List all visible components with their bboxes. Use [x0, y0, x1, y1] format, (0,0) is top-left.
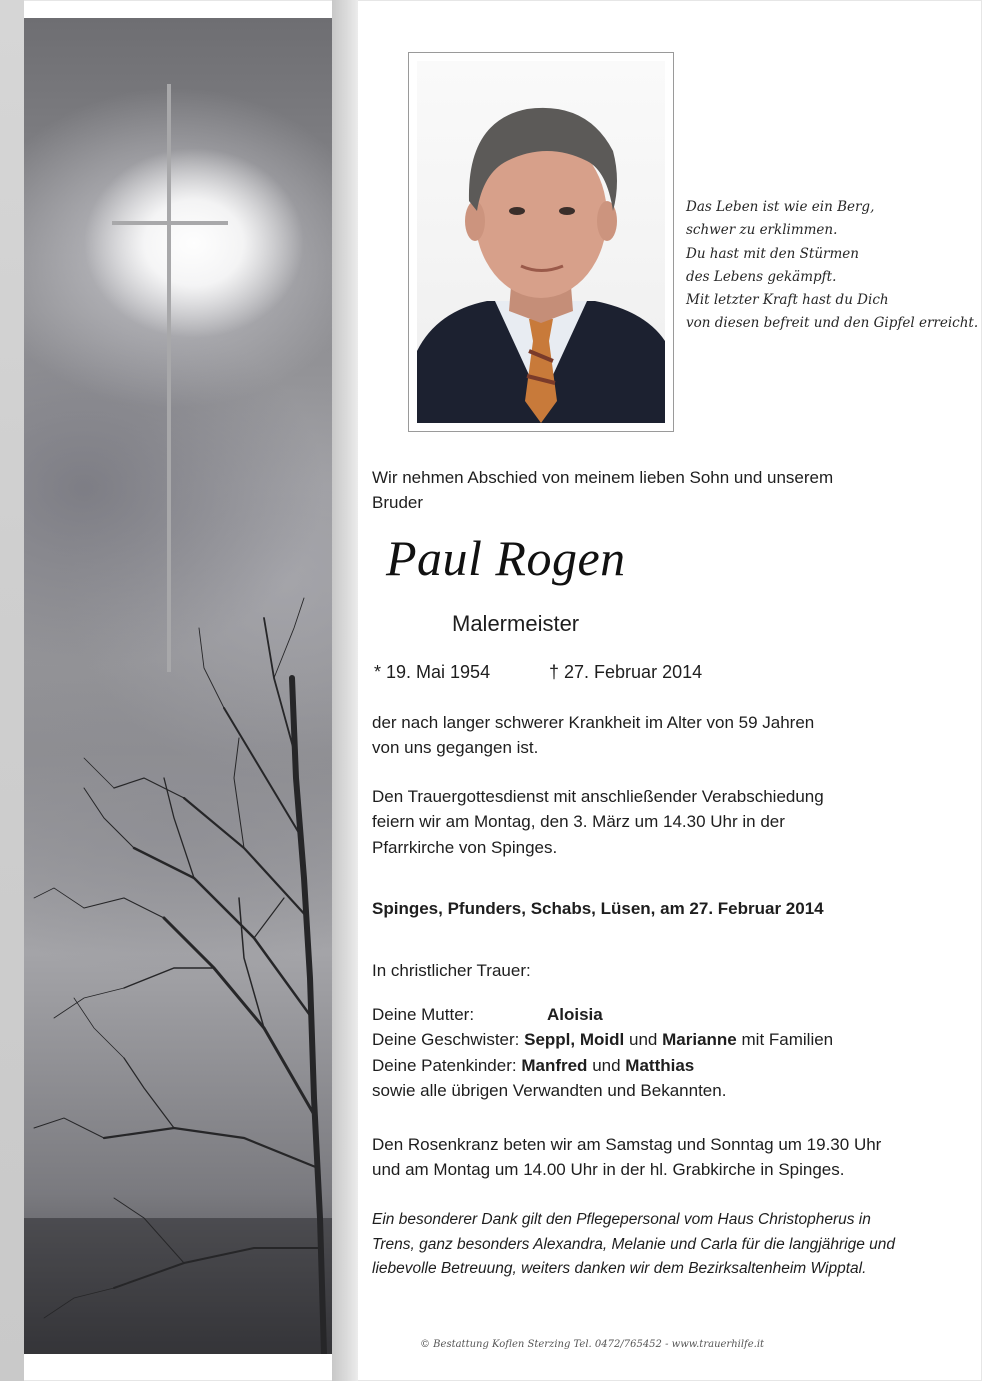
rosary-line: und am Montag um 14.00 Uhr in der hl. Grabkirche in Spinges. [372, 1160, 845, 1180]
rosary-text [372, 1132, 881, 1183]
godchildren-row [372, 1053, 833, 1078]
cross-icon [112, 84, 228, 672]
sibling-separator: , [570, 1030, 576, 1050]
intro-line: Wir nehmen Abschied von meinem lieben Sohn und unserem [372, 468, 834, 487]
mother-row [372, 1002, 833, 1027]
conjunction: und [629, 1030, 658, 1050]
godchildren-label: Deine Patenkinder: [372, 1055, 517, 1075]
birth-date: * 19. Mai 1954 [374, 662, 491, 682]
godchild-name: Manfred [521, 1055, 588, 1075]
left-gutter [0, 0, 24, 1381]
sibling-name: Marianne [662, 1030, 737, 1050]
quote-line: schwer zu erklimmen. [686, 222, 838, 239]
deceased-profession: Malermeister [452, 611, 580, 636]
thanks-line: Trens, ganz besonders Alexandra, Melanie und Carla für die langjährige und [372, 1235, 896, 1253]
place-date: Spinges, Pfunders, Schabs, Lüsen, am 27. Februar 2014 [372, 899, 824, 918]
footer-credit: © Bestattung Koflen Sterzing Tel. 0472/765452 - www.trauerhilfe.it [420, 1339, 765, 1350]
passing-line: der nach langer schwerer Krankheit im Alter von 59 Jahren [372, 713, 815, 732]
quote-line: Du hast mit den Stürmen [686, 245, 859, 262]
godchild-name: Matthias [625, 1055, 695, 1075]
service-line: feiern wir am Montag, den 3. März um 14.30 Uhr in der [372, 812, 785, 832]
passing-line: von uns gegangen ist. [372, 738, 539, 758]
service-text [372, 784, 824, 860]
service-line: Pfarrkirche von Spinges. [372, 837, 558, 857]
intro-line: Bruder [372, 493, 424, 513]
mother-label: Deine Mutter: [372, 1005, 475, 1024]
quote [686, 196, 979, 336]
intro-text [372, 465, 833, 516]
mother-name: Aloisia [547, 1005, 603, 1024]
siblings-suffix: mit Familien [741, 1030, 834, 1050]
portrait-photo [417, 61, 665, 423]
conjunction: und [592, 1055, 621, 1075]
sibling-name: Moidl [579, 1030, 625, 1050]
portrait-icon [417, 61, 665, 423]
thanks-line: liebevolle Betreuung, weiters danken wir dem Bezirksaltenheim Wipptal. [372, 1260, 867, 1277]
service-line: Den Trauergottesdienst mit anschließender Verabschiedung [372, 787, 824, 806]
sibling-name: Seppl [524, 1030, 571, 1050]
mourners-heading: In christlicher Trauer: [372, 961, 531, 980]
quote-line: von diesen befreit und den Gipfel erreicht. [686, 315, 979, 332]
quote-line: Das Leben ist wie ein Berg, [686, 199, 875, 215]
tree-silhouette [24, 18, 332, 1354]
death-date: † 27. Februar 2014 [549, 662, 703, 682]
mourners-list [372, 1002, 833, 1103]
quote-line: des Lebens gekämpft. [686, 268, 837, 285]
passing-text [372, 710, 814, 761]
sky-panel [24, 18, 332, 1354]
thanks-text [372, 1208, 895, 1282]
others-row: sowie alle übrigen Verwandten und Bekannten. [372, 1080, 727, 1100]
siblings-label: Deine Geschwister: [372, 1030, 520, 1050]
right-gutter [332, 0, 358, 1381]
deceased-name: Paul Rogen [386, 530, 626, 586]
photo-frame [408, 52, 674, 432]
siblings-row [372, 1027, 833, 1052]
thanks-line: Ein besonderer Dank gilt den Pflegepersonal vom Haus Christopherus in [372, 1211, 871, 1228]
rosary-line: Den Rosenkranz beten wir am Samstag und Sonntag um 19.30 Uhr [372, 1135, 882, 1154]
quote-line: Mit letzter Kraft hast du Dich [686, 292, 889, 309]
